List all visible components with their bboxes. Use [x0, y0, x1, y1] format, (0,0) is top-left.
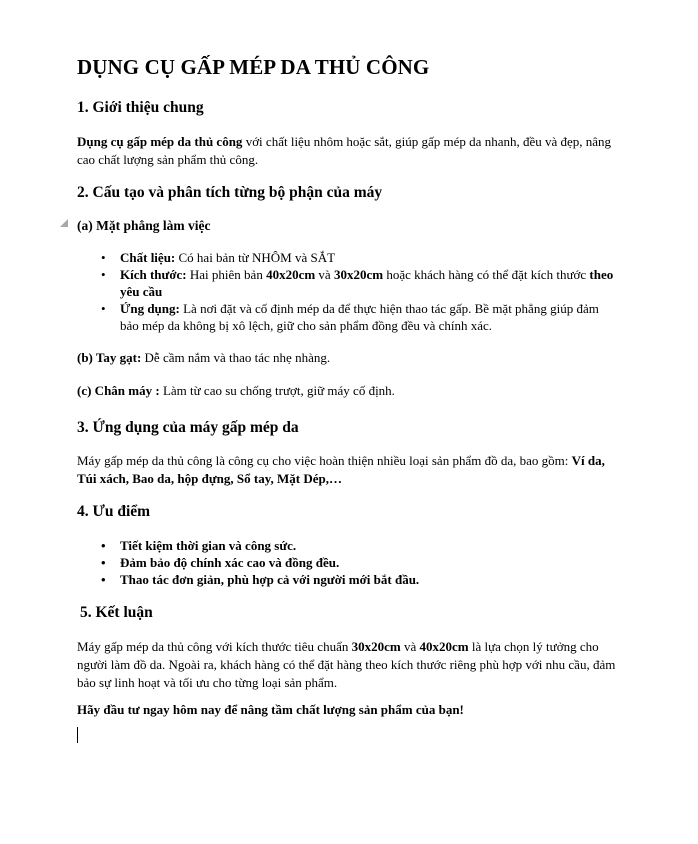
- conclusion-text: là lựa chọn lý tưởng cho người làm đồ da. Ngoài ra, khách hàng có thể đặt hàng theo kích thước riêng phù hợp với nhu cầu, đảm bảo sự linh hoạt và tối ưu cho từng loại sản phẩm.: [77, 639, 616, 690]
- bullet-text: và: [315, 267, 334, 282]
- list-item: [77, 266, 617, 300]
- application-products: Ví da, Túi xách, Bao da, hộp đựng, Sổ tay, Mặt Dép,…: [77, 453, 605, 486]
- list-item: [77, 249, 617, 266]
- closing-line: Hãy đầu tư ngay hôm nay để nâng tầm chất lượng sản phẩm của bạn!: [77, 702, 464, 717]
- subsection-b: [77, 349, 617, 367]
- bullet-bold: 40x20cm: [266, 267, 316, 282]
- section-1-heading: 1. Giới thiệu chung: [77, 99, 204, 116]
- section-5-paragraph: [77, 638, 617, 692]
- subsection-b-text: Dễ cầm nắm và thao tác nhẹ nhàng.: [141, 350, 331, 365]
- bullet-bold: theo yêu cầu: [120, 267, 614, 299]
- conclusion-bold: 30x20cm: [351, 639, 401, 654]
- bullet-label: Chất liệu:: [120, 250, 176, 265]
- bullet-text: Có hai bản từ NHÔM và SẮT: [175, 250, 336, 265]
- conclusion-text: Máy gấp mép da thủ công với kích thước tiêu chuẩn: [77, 639, 352, 654]
- subsection-a-heading: (a) Mặt phẳng làm việc: [77, 218, 211, 233]
- collapse-heading-icon[interactable]: [60, 219, 68, 227]
- bullet-label: Ứng dụng:: [120, 301, 180, 316]
- intro-text: với chất liệu nhôm hoặc sắt, giúp gấp mép da nhanh, đều và đẹp, nâng cao chất lượng sản phẩm thủ công.: [77, 134, 612, 167]
- document-title: DỤNG CỤ GẤP MÉP DA THỦ CÔNG: [77, 55, 430, 79]
- product-name-bold: Dụng cụ gấp mép da thủ công: [77, 134, 243, 149]
- subsection-c: [77, 382, 617, 400]
- section-5-heading: 5. Kết luận: [80, 604, 153, 621]
- conclusion-text: và: [400, 639, 420, 654]
- conclusion-bold: 40x20cm: [419, 639, 469, 654]
- section-1-paragraph: [77, 133, 617, 169]
- section-3-heading: 3. Ứng dụng của máy gấp mép da: [77, 419, 299, 436]
- text-cursor: [77, 727, 78, 743]
- subsection-c-label: (c) Chân máy :: [77, 383, 160, 398]
- bullet-text: hoặc khách hàng có thể đặt kích thước: [383, 267, 590, 282]
- bullet-label: Kích thước:: [120, 267, 187, 282]
- list-item: • Thao tác đơn giản, phù hợp cả với người mới bắt đầu.: [77, 571, 617, 588]
- application-text: Máy gấp mép da thủ công là công cụ cho việc hoàn thiện nhiều loại sản phẩm đồ da, bao gồm:: [77, 453, 572, 468]
- bullet-text: Là nơi đặt và cố định mép da để thực hiện thao tác gấp. Bề mặt phẳng giúp đảm bảo mép da không bị xô lệch, giữ cho sản phẩm đồng đều và chính xác.: [120, 301, 599, 333]
- subsection-c-text: Làm từ cao su chống trượt, giữ máy cố định.: [159, 383, 395, 398]
- bullet-bold: 30x20cm: [333, 267, 384, 282]
- list-item: [77, 300, 617, 334]
- bullet-text: Hai phiên bản: [186, 267, 267, 282]
- list-item: • Đảm bảo độ chính xác cao và đồng đều.: [77, 554, 617, 571]
- advantages-list: [77, 537, 617, 588]
- section-3-paragraph: [77, 452, 617, 488]
- subsection-b-label: (b) Tay gạt:: [77, 350, 142, 365]
- section-4-heading: 4. Ưu điểm: [77, 503, 151, 520]
- section-2-heading: 2. Cấu tạo và phân tích từng bộ phận của máy: [77, 184, 383, 201]
- work-surface-list: [77, 249, 617, 334]
- list-item: • Tiết kiệm thời gian và công sức.: [77, 537, 617, 554]
